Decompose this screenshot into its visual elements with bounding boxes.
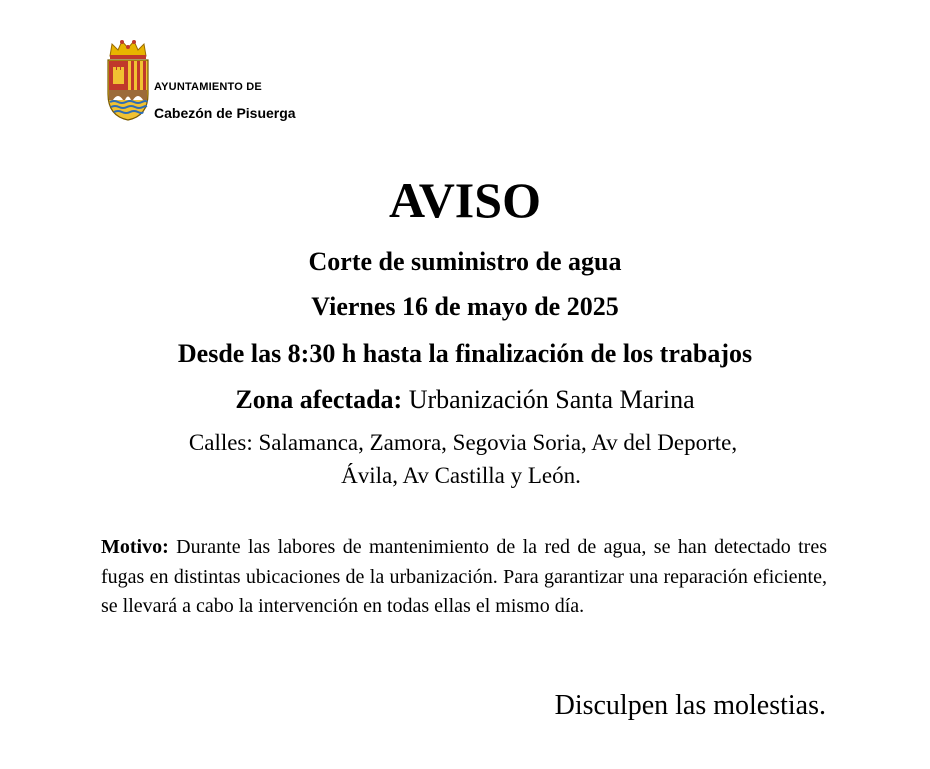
streets-line2: Ávila, Av Castilla y León. [341, 463, 581, 488]
affected-zone-label: Zona afectada: [235, 385, 403, 414]
notice-title: AVISO [389, 172, 541, 228]
notice-date: Viernes 16 de mayo de 2025 [311, 292, 619, 321]
organization-name-line2: Cabezón de Pisuerga [154, 105, 296, 121]
closing-apology: Disculpen las molestias. [554, 690, 826, 721]
notice-hours: Desde las 8:30 h hasta la finalización de los trabajos [177, 339, 753, 368]
affected-zone-value: Urbanización Santa Marina [402, 385, 695, 414]
motive-paragraph [101, 533, 827, 622]
letterhead [104, 38, 344, 128]
organization-name-line1: AYUNTAMIENTO DE [154, 81, 262, 93]
municipal-coat-of-arms-icon [104, 38, 152, 122]
motive-label: Motivo: [101, 536, 169, 558]
streets-line1: Calles: Salamanca, Zamora, Segovia Soria, Av del Deporte, [188, 430, 738, 455]
notice-subtitle: Corte de suministro de agua [308, 247, 622, 276]
affected-zone [0, 384, 930, 416]
motive-text: Durante las labores de mantenimiento de la red de agua, se han detectado tres fugas en distintas ubicaciones de la urbanización. Para garantizar una reparación eficiente, se llevará a cabo la intervención en todas ellas el mismo día. [101, 536, 827, 617]
